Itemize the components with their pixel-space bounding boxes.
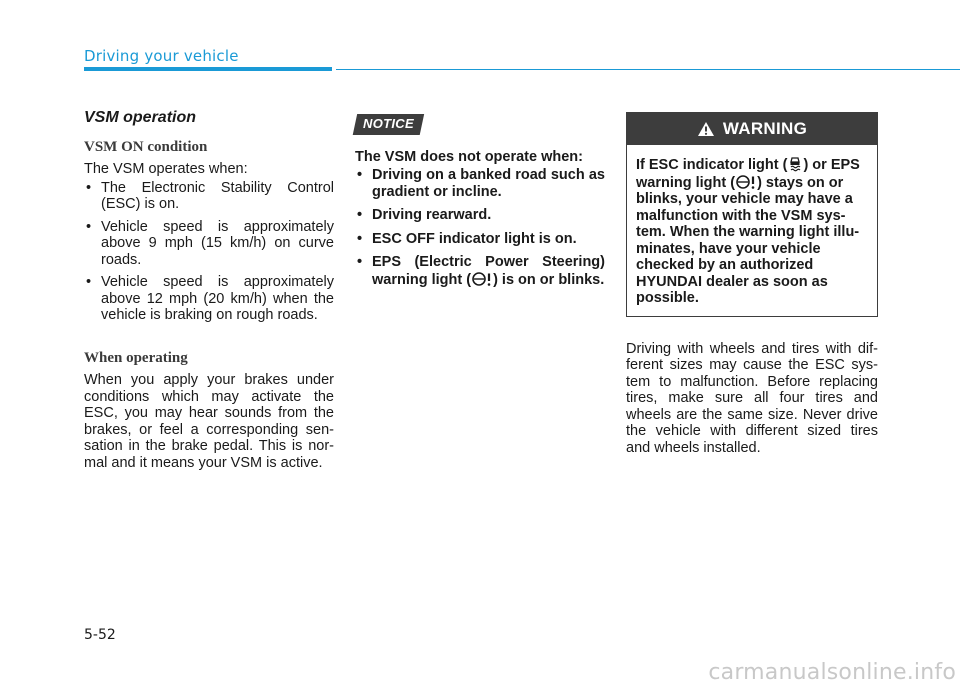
- when-operating-text: When you apply your brakes under conditions which may activate the ESC, you may hear sounds from the brakes, or feel a corresponding sen- sation in the brake pedal. This is nor- mal and it means your VSM is active.: [84, 372, 334, 471]
- when-operating-heading: When operating: [84, 349, 188, 366]
- esc-indicator-icon: [787, 156, 803, 172]
- vsm-on-condition-heading: VSM ON condition: [84, 138, 208, 155]
- header-rule-thick: [84, 67, 332, 71]
- eps-warning-icon: [735, 174, 757, 190]
- vsm-on-intro: The VSM operates when:: [84, 161, 248, 177]
- list-item: • Vehicle speed is approximately above 9 mph (15 km/h) on curve roads.: [84, 219, 334, 269]
- warning-box: [626, 112, 878, 317]
- list-item: • Driving on a banked road such as gradient or incline.: [355, 167, 605, 200]
- eps-warning-icon: [471, 271, 493, 287]
- notice-badge: [353, 114, 424, 135]
- warning-text-part2: ) or EPS warning light (: [636, 157, 860, 191]
- tire-size-paragraph: Driving with wheels and tires with dif- ferent sizes may cause the ESC sys- tem to malfunction. Before replacing tires, make sure all four tires and wheels are the same size. Never drive the vehicle with different sized tires and wheels installed.: [626, 340, 878, 456]
- notice-label: NOTICE: [363, 116, 414, 131]
- list-item: • Vehicle speed is approximately above 12 mph (20 km/h) when the vehicle is braking on rough roads.: [84, 274, 334, 324]
- warning-triangle-icon: [697, 121, 715, 137]
- notice-list: [355, 167, 605, 288]
- section-title: Driving your vehicle: [84, 47, 239, 65]
- watermark: carmanualsonline.info: [708, 660, 956, 685]
- warning-header: [627, 113, 877, 145]
- column-middle: [355, 114, 605, 295]
- warning-text-part1: If ESC indicator light (: [636, 157, 788, 173]
- warning-text-part3: ) stays on or blinks, your vehicle may have a malfunction with the VSM sys- tem. When the warning light illu- minates, have your vehicle checked by an authorized HYUNDAI dealer as soon as possible.: [636, 174, 860, 306]
- eps-text-before: EPS (Electric Power Steering) warning light (: [372, 254, 605, 288]
- column-right: [626, 112, 878, 456]
- vsm-on-list: [84, 180, 334, 324]
- list-item: [355, 254, 605, 288]
- warning-text: [627, 145, 877, 316]
- eps-text-after: ) is on or blinks.: [493, 271, 605, 288]
- warning-label: WARNING: [722, 118, 808, 138]
- vsm-operation-heading: VSM operation: [84, 109, 197, 126]
- notice-intro: The VSM does not operate when:: [355, 148, 583, 165]
- header-rule-thin: [336, 69, 960, 70]
- list-item: • ESC OFF indicator light is on.: [355, 231, 605, 248]
- column-left: [84, 108, 334, 471]
- list-item: • The Electronic Stability Control (ESC) is on.: [84, 180, 334, 213]
- list-item: • Driving rearward.: [355, 207, 605, 224]
- page-number: 5-52: [84, 627, 116, 643]
